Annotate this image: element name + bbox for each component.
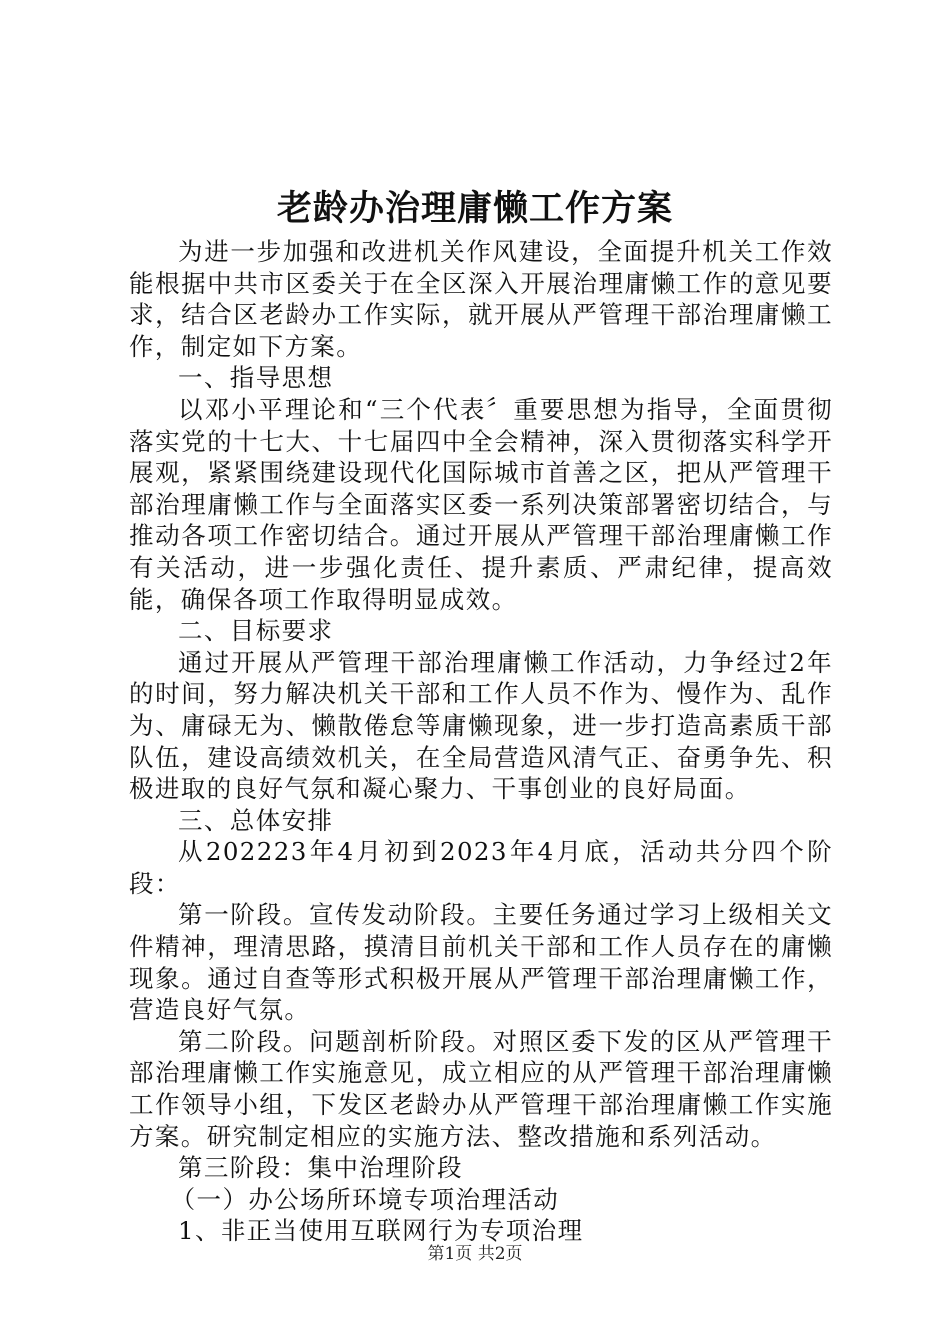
stage-one-paragraph: 第一阶段。宣传发动阶段。主要任务通过学习上级相关文件精神，理清思路，摸清目前机关干部和工作人员存在的庸懒现象。通过自查等形式积极开展从严管理干部治理庸懒工作，营造良好气氛。 <box>129 900 833 1025</box>
subsection-heading-office-environment: （一）办公场所环境专项治理活动 <box>170 1184 560 1214</box>
page-number-footer: 第1页 共2页 <box>427 1244 523 1264</box>
document-title: 老龄办治理庸懒工作方案 <box>276 188 673 229</box>
intro-paragraph: 为进一步加强和改进机关作风建设，全面提升机关工作效能根据中共市区委关于在全区深入开展治理庸懒工作的意见要求，结合区老龄办工作实际，就开展从严管理干部治理庸懒工作，制定如下方案。 <box>129 237 833 361</box>
stage-two-paragraph: 第二阶段。问题剖析阶段。对照区委下发的区从严管理干部治理庸懒工作实施意见，成立相应的从严管理干部治理庸懒工作领导小组，下发区老龄办从严管理干部治理庸懒工作实施方案。研究制定相应的实施方法、整改措施和系列活动。 <box>129 1026 833 1151</box>
section-heading-overall-arrangement: 三、总体安排 <box>178 805 334 835</box>
document-body <box>129 236 833 1247</box>
timeline-paragraph: 从202223年4月初到2023年4月底，活动共分四个阶段： <box>129 837 833 898</box>
section-heading-goals: 二、目标要求 <box>178 616 334 646</box>
item-heading-internet-use: 1、非正当使用互联网行为专项治理 <box>178 1216 584 1246</box>
section-heading-guiding-ideology: 一、指导思想 <box>178 363 334 393</box>
goals-paragraph: 通过开展从严管理干部治理庸懒工作活动，力争经过2年的时间，努力解决机关干部和工作人员不作为、慢作为、乱作为、庸碌无为、懒散倦怠等庸懒现象，进一步打造高素质干部队伍，建设高绩效机关，在全局营造风清气正、奋勇争先、积极进取的良好气氛和凝心聚力、干事创业的良好局面。 <box>129 647 833 804</box>
guiding-ideology-paragraph: 以邓小平理论和“三个代表〞重要思想为指导，全面贯彻落实党的十七大、十七届四中全会精神，深入贯彻落实科学开展观，紧紧围绕建设现代化国际城市首善之区，把从严管理干部治理庸懒工作与全面落实区委一系列决策部署密切结合，与推动各项工作密切结合。通过开展从严管理干部治理庸懒工作有关活动，进一步强化责任、提升素质、严肃纪律，提高效能，确保各项工作取得明显成效。 <box>129 394 833 614</box>
stage-three-heading: 第三阶段：集中治理阶段 <box>178 1153 463 1183</box>
